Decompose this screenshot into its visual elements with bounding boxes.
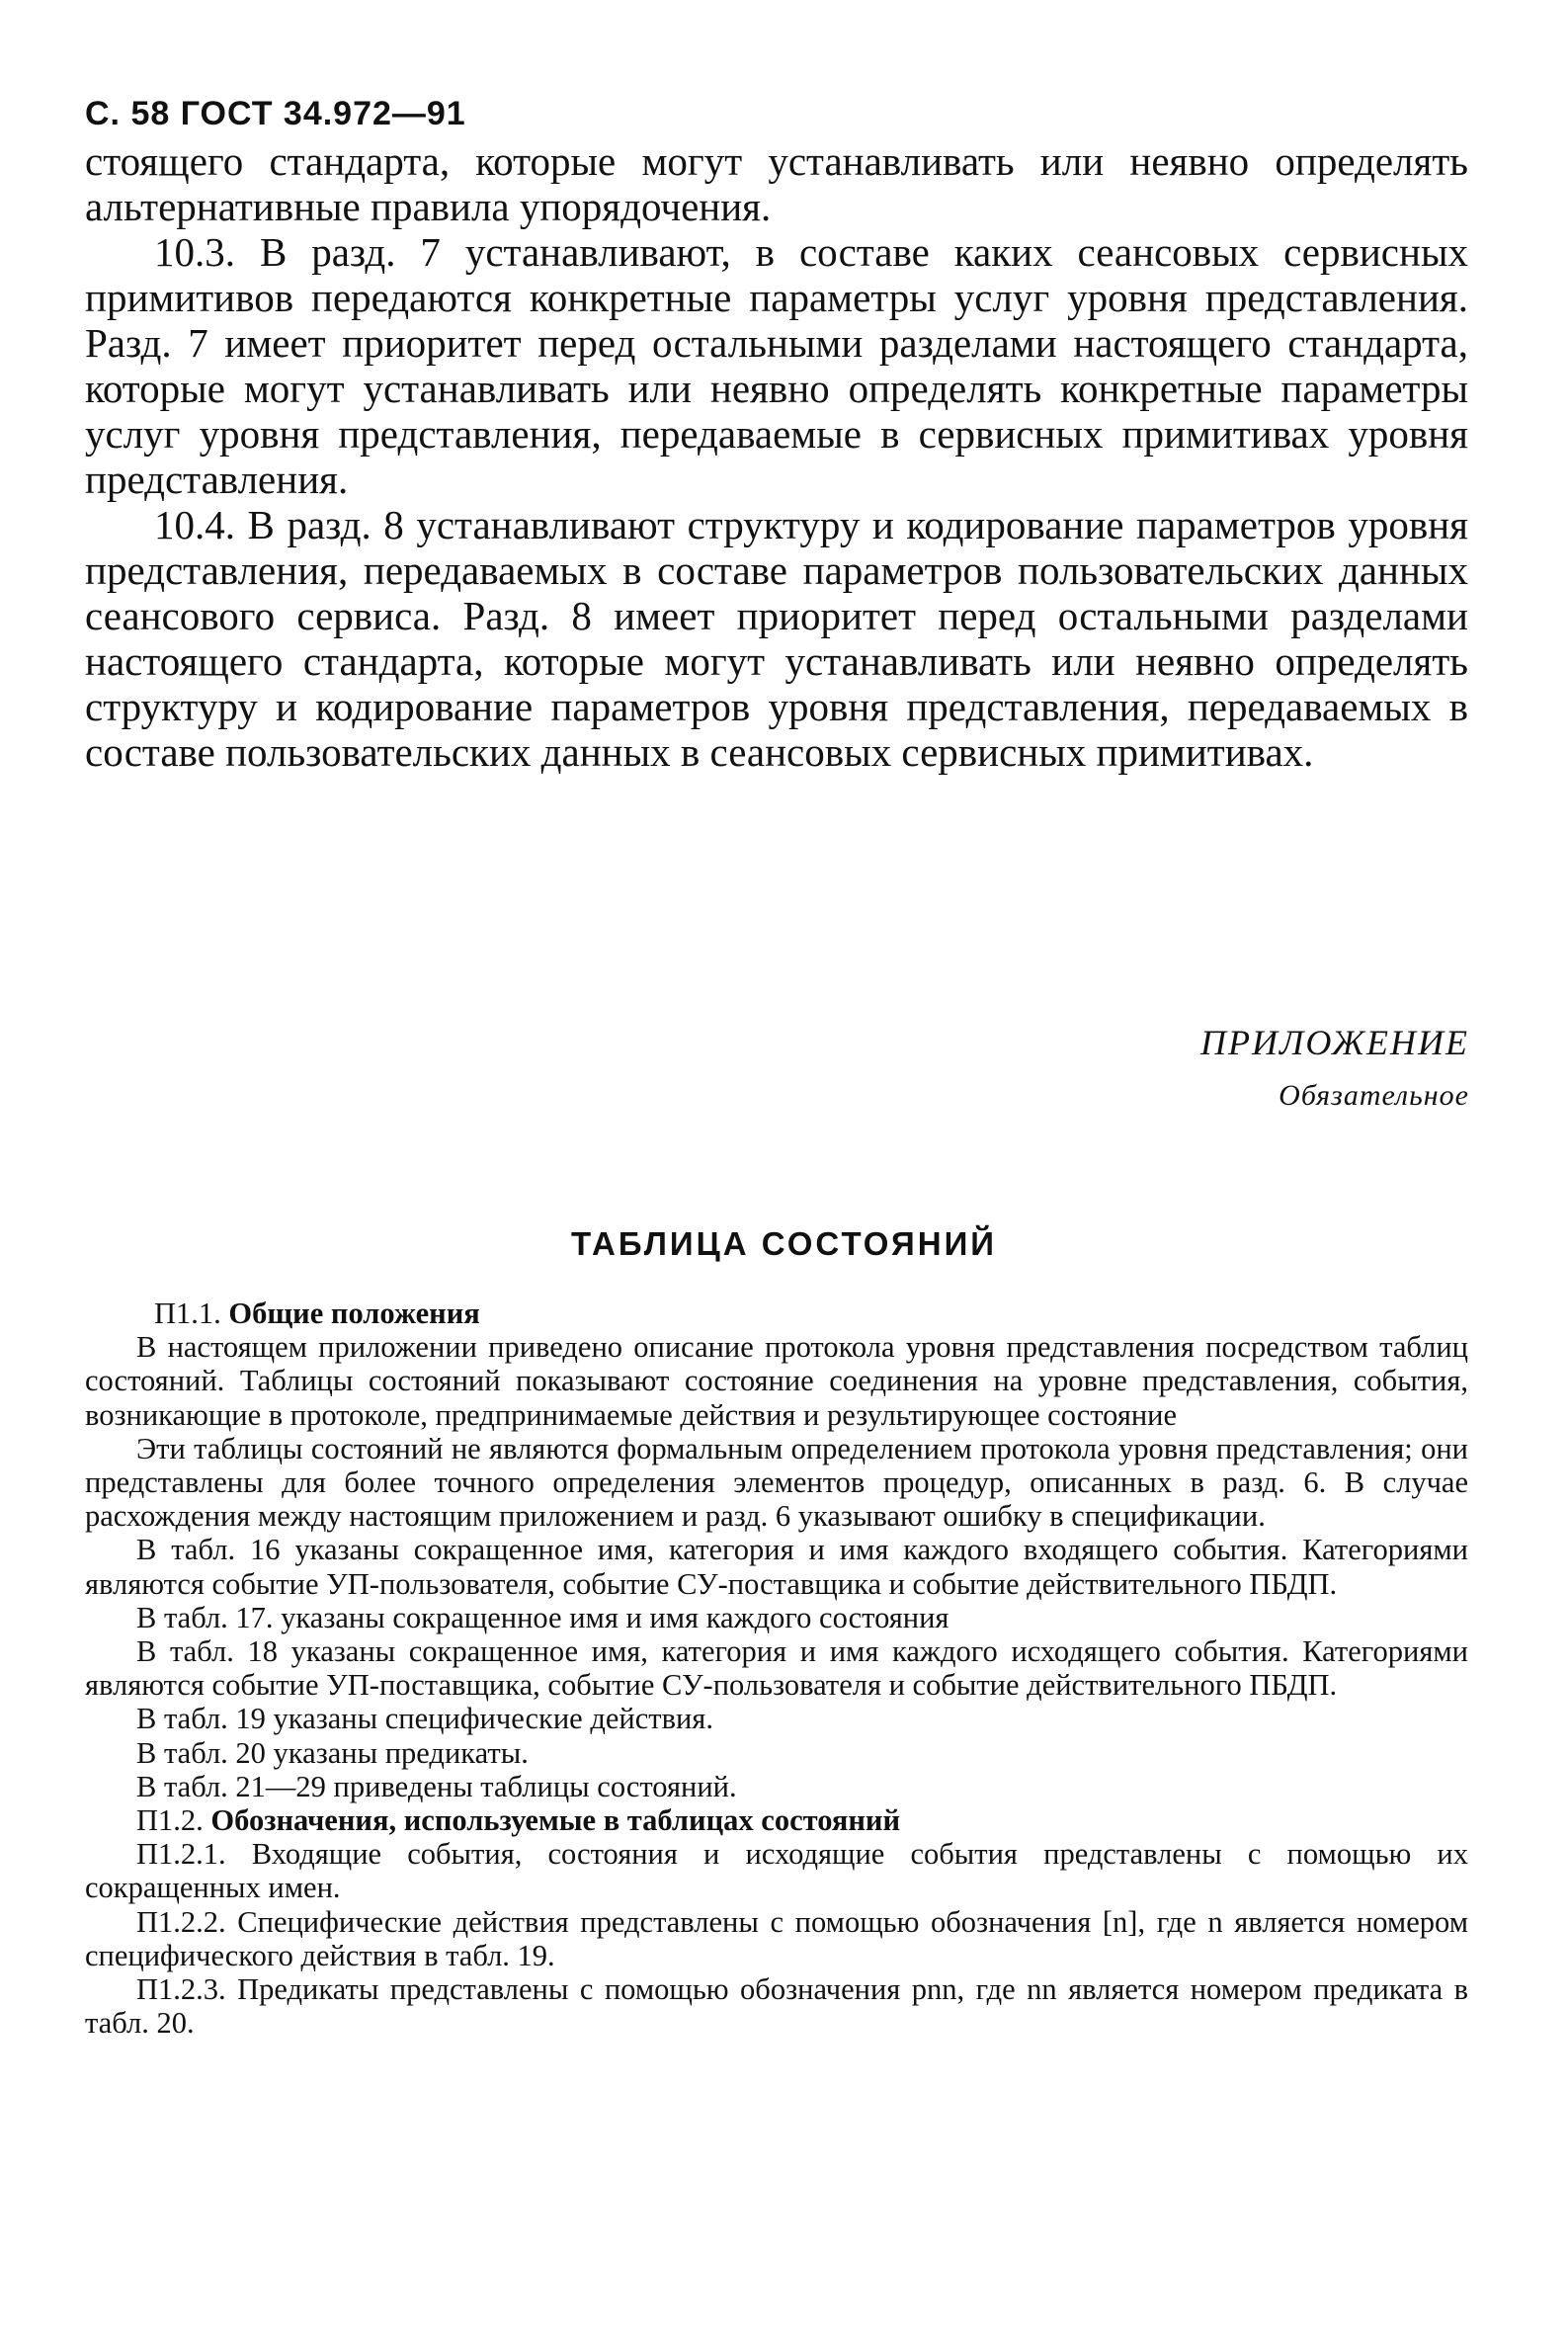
paragraph: Эти таблицы состояний не являются формальным определением протокола уровня представления; они представлены для более точного определения элементов процедур, описанных в разд. 6. В случае расхождения между настоящим приложением и разд. 6 указывают ошибку в спецификации.	[85, 1431, 1468, 1534]
section-title: ТАБЛИЦА СОСТОЯНИЙ	[570, 1225, 998, 1262]
appendix-title: ПРИЛОЖЕНИЕ	[1200, 1023, 1469, 1062]
subsection-heading	[85, 1296, 1468, 1330]
subsection-number: П1.1.	[154, 1296, 221, 1330]
subsection-title: Обозначения, используемые в таблицах состояний	[210, 1803, 901, 1838]
main-text	[85, 138, 1468, 775]
paragraph: П1.2.2. Специфические действия представлены с помощью обозначения [n], где n является номером специфического действия в табл. 19.	[85, 1904, 1468, 1972]
paragraph: В табл. 18 указаны сокращенное имя, категория и имя каждого исходящего события. Категориями являются событие УП-поставщика, событие СУ-пользователя и событие действительного ПБДП.	[85, 1634, 1468, 1703]
paragraph: П1.2.3. Предикаты представлены с помощью обозначения pnn, где nn является номером предиката в табл. 20.	[85, 1972, 1468, 2041]
paragraph: П1.2.1. Входящие события, состояния и исходящие события представлены с помощью их сокращенных имен.	[85, 1837, 1468, 1905]
paragraph: В табл. 19 указаны специфические действия.	[136, 1702, 713, 1736]
paragraph: 10.4. В разд. 8 устанавливают структуру и кодирование параметров уровня представления, передаваемых в составе параметров пользовательских данных сеансового сервиса. Разд. 8 имеет приоритет перед остальными разделами настоящего стандарта, которые могут устанавливать или неявно определять структуру и кодирование параметров уровня представления, передаваемых в составе пользовательских данных в сеансовых сервисных примитивах.	[85, 502, 1468, 775]
appendix-subtitle: Обязательное	[1279, 1079, 1469, 1112]
subsection-number: П1.2.	[136, 1803, 204, 1838]
paragraph: В табл. 16 указаны сокращенное имя, категория и имя каждого входящего события. Категориями являются событие УП-пользователя, событие СУ-поставщика и событие действительного ПБДП.	[85, 1533, 1468, 1601]
paragraph: В табл. 20 указаны предикаты.	[136, 1735, 529, 1770]
paragraph: В настоящем приложении приведено описание протокола уровня представления посредством таблиц состояний. Таблицы состояний показывают состояние соединения на уровне представления, события, возникающие в протоколе, предпринимаемые действия и результирующее состояние	[85, 1330, 1468, 1432]
paragraph: стоящего стандарта, которые могут устанавливать или неявно определять альтернативные правила упорядочения.	[85, 138, 1468, 229]
page-header: С. 58 ГОСТ 34.972—91	[85, 95, 466, 132]
paragraph: 10.3. В разд. 7 устанавливают, в составе каких сеансовых сервисных примитивов передаются конкретные параметры услуг уровня представления. Разд. 7 имеет приоритет перед остальными разделами настоящего стандарта, которые могут устанавливать или неявно определять конкретные параметры услуг уровня представления, передаваемые в сервисных примитивах уровня представления.	[85, 229, 1468, 502]
subsection-heading	[85, 1803, 1468, 1837]
paragraph: В табл. 21—29 приведены таблицы состояний.	[136, 1769, 737, 1803]
appendix-text	[85, 1296, 1468, 2040]
subsection-title: Общие положения	[228, 1296, 480, 1330]
paragraph: В табл. 17. указаны сокращенное имя и имя каждого состояния	[136, 1600, 949, 1634]
